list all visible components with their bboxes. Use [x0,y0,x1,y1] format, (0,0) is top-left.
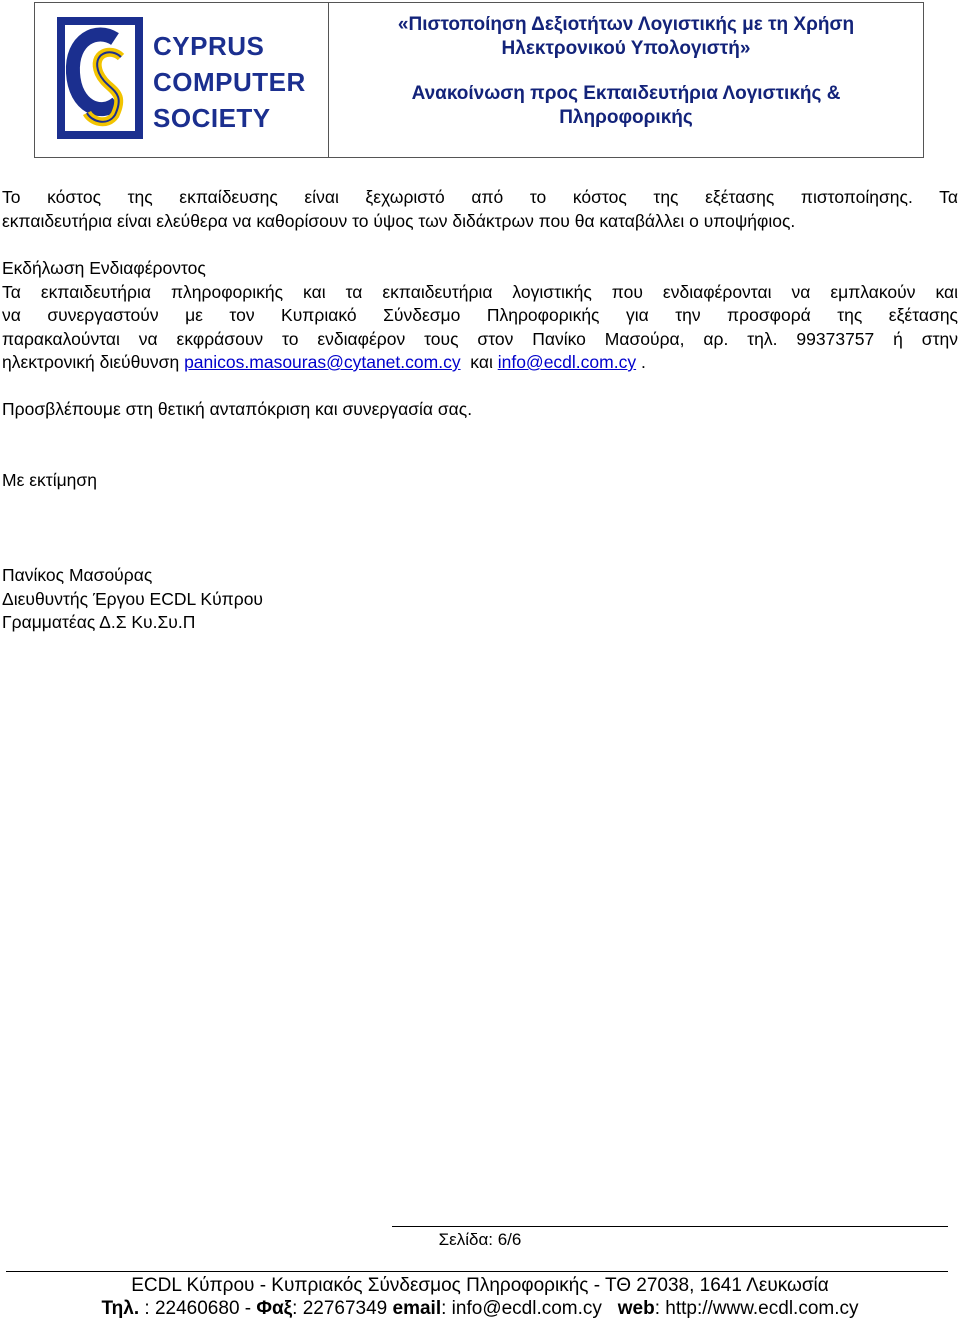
signatory-name: Πανίκος Μασούρας [2,565,153,585]
subtitle-line-1: Ανακοίνωση προς Εκπαιδευτήρια Λογιστικής & [411,83,841,104]
logo [35,3,329,157]
footer-divider [392,1226,948,1227]
paragraph-line: Τα εκπαιδευτήρια πληροφορικής και τα εκπαιδευτήρια λογιστικής που ενδιαφέρονται να εμπλακούν και [2,281,958,302]
signatory-role: Διευθυντής Έργου ECDL Κύπρου [2,588,264,609]
logo-word-3: SOCIETY [153,103,271,133]
closing-sentence: Προσβλέπουμε στη θετική ανταπόκριση και συνεργασία σας. [2,399,473,419]
fax-value: : 22767349 [292,1298,393,1319]
closing-salutation: Με εκτίμηση [2,470,97,490]
email-link-ecdl[interactable]: info@ecdl.com.cy [497,352,637,372]
tel-value: : 22460680 - [139,1298,257,1319]
logo-word-2: COMPUTER [153,67,306,97]
title-line-2: Ηλεκτρονικού Υπολογιστή» [501,38,751,59]
paragraph-line: Το κόστος της εκπαίδευσης είναι ξεχωριστό από το κόστος της εξέτασης πιστοποίησης. Τα [2,187,958,207]
email-value: : info@ecdl.com.cy [441,1298,618,1319]
subtitle-line-2: Πληροφορικής [559,107,693,128]
paragraph-expression-of-interest [2,257,958,375]
paragraph-cost [2,186,958,233]
document-header [34,2,924,158]
contact-conjunction: και [460,352,498,372]
paragraph-line: παρακαλούνται να εκφράσουν το ενδιαφέρον τους στον Πανίκο Μασούρα, αρ. τηλ. 99373757 ή στην [2,328,958,349]
web-value: : http://www.ecdl.com.cy [654,1298,859,1319]
document-subtitle [329,82,923,130]
email-link-masouras[interactable]: panicos.masouras@cytanet.com.cy [184,352,461,372]
paragraph-line: εκπαιδευτήρια είναι ελεύθερα να καθορίσουν το ύψος των διδάκτρων που θα καταβάλλει ο υποψήφιος. [2,210,796,231]
logo-word-1: CYPRUS [153,31,265,61]
page-number: Σελίδα: 6/6 [438,1230,522,1249]
web-label: web [617,1298,655,1319]
footer-contacts [0,1298,960,1320]
signature-block [2,564,958,635]
section-heading: Εκδήλωση Ενδιαφέροντος [2,258,206,278]
footer-organisation: ECDL Κύπρου - Κυπριακός Σύνδεσμος Πληροφορικής - ΤΘ 27038, 1641 Λευκωσία [131,1275,829,1296]
cyprus-computer-society-logo-icon [57,17,143,139]
tel-label: Τηλ. [101,1298,140,1319]
fax-label: Φαξ [256,1298,293,1319]
title-line-1: «Πιστοποίηση Δεξιοτήτων Λογιστικής με τη Χρήση [397,14,855,35]
document-title [329,13,923,61]
footer-divider [6,1271,948,1272]
signatory-role: Γραμματέας Δ.Σ Κυ.Συ.Π [2,612,196,632]
contact-suffix: . [636,352,646,372]
paragraph-line: να συνεργαστούν με τον Κυπριακό Σύνδεσμο Πληροφορικής για την προσφορά της εξέτασης [2,305,958,325]
paragraph-line-contacts [2,351,958,375]
email-label: email [392,1298,442,1319]
header-title-block [329,3,923,157]
contact-prefix: ηλεκτρονική διεύθυνση [2,352,185,372]
